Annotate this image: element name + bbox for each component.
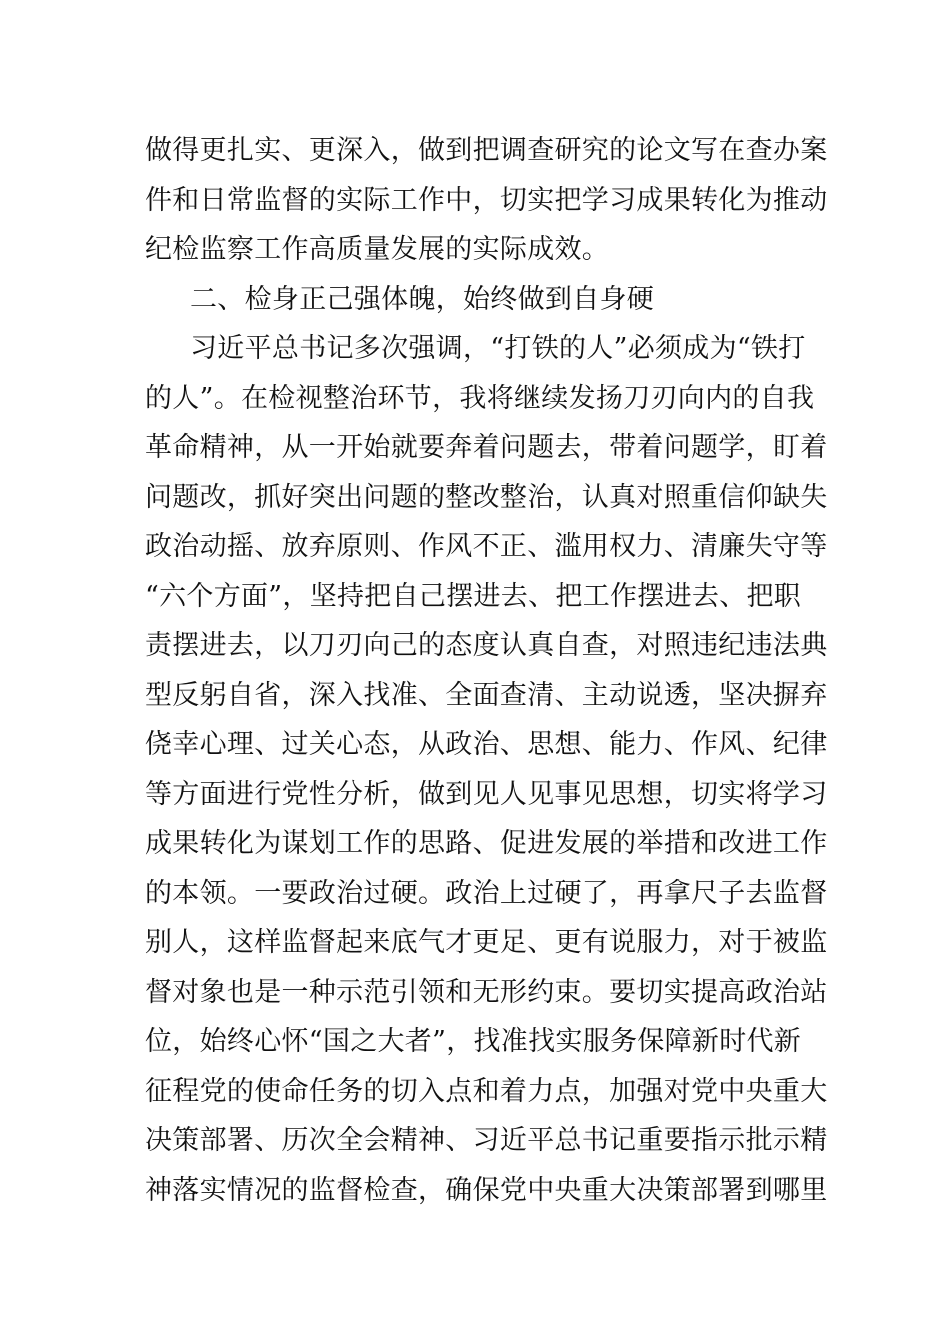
paragraph-line: 习近平总书记多次强调，“打铁的人”必须成为“铁打 [190,333,806,364]
paragraph-line: “六个方面”，坚持把自己摆进去、把工作摆进去、把职 [145,580,802,612]
paragraph-line: 问题改，抓好突出问题的整改整治，认真对照重信仰缺失 [145,481,828,513]
paragraph-line: 别人，这样监督起来底气才更足、更有说服力，对于被监 [145,927,828,958]
paragraph-line: 位，始终心怀“国之大者”，找准找实服务保障新时代新 [145,1026,802,1057]
paragraph-line: 侥幸心理、过关心态，从政治、思想、能力、作风、纪律 [145,729,828,760]
paragraph-line: 征程党的使命任务的切入点和着力点，加强对党中央重大 [145,1075,828,1107]
paragraph-line: 责摆进去，以刀刃向己的态度认真自查，对照违纪违法典 [145,630,828,661]
paragraph-line: 件和日常监督的实际工作中，切实把学习成果转化为推动 [145,184,828,216]
paragraph-line: 政治动摇、放弃原则、作风不正、滥用权力、清廉失守等 [145,531,828,562]
paragraph-line: 督对象也是一种示范引领和无形约束。要切实提高政治站 [145,976,828,1008]
paragraph-line: 神落实情况的监督检查，确保党中央重大决策部署到哪里 [145,1174,828,1206]
paragraph-line: 等方面进行党性分析，做到见人见事见思想，切实将学习 [145,778,828,810]
section-heading: 二、检身正己强体魄，始终做到自身硬 [190,283,655,315]
paragraph-line: 革命精神，从一开始就要奔着问题去，带着问题学，盯着 [145,432,828,463]
body-text [145,126,828,1215]
paragraph-line: 纪检监察工作高质量发展的实际成效。 [145,234,610,265]
paragraph-line: 做得更扎实、更深入，做到把调查研究的论文写在查办案 [145,135,828,166]
paragraph-line: 的本领。一要政治过硬。政治上过硬了，再拿尺子去监督 [145,877,828,909]
paragraph-line: 型反躬自省，深入找准、全面查清、主动说透，坚决摒弃 [145,679,828,711]
paragraph-line: 的人”。在检视整治环节，我将继续发扬刀刃向内的自我 [145,382,815,414]
paragraph-line: 成果转化为谋划工作的思路、促进发展的举措和改进工作 [145,828,828,859]
paragraph-line: 决策部署、历次全会精神、习近平总书记重要指示批示精 [145,1125,828,1156]
